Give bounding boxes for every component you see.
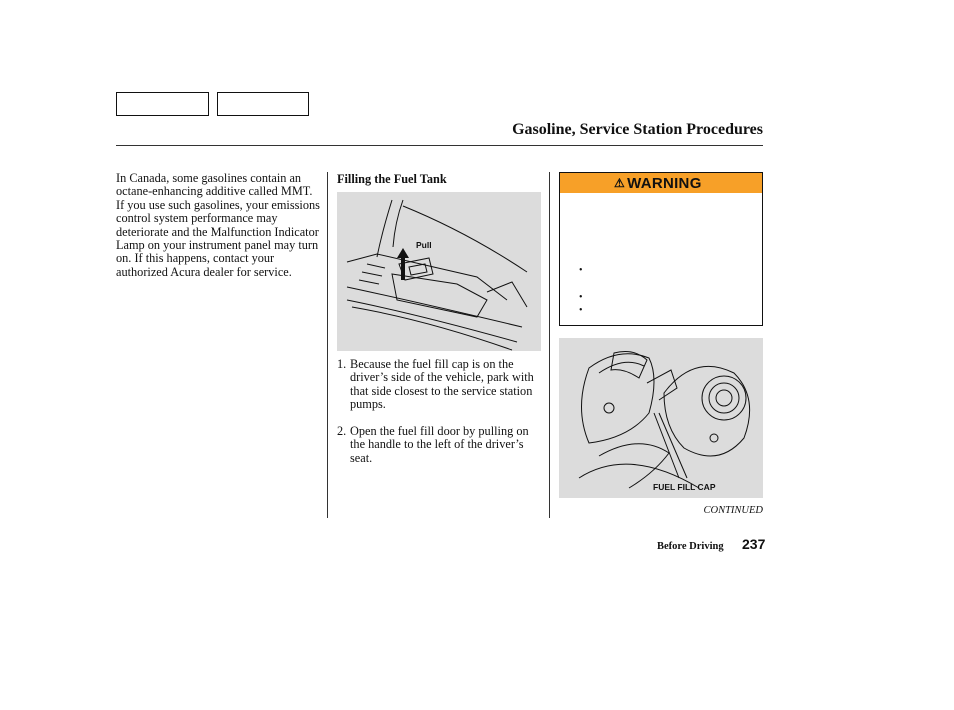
- title-rule: [116, 145, 763, 146]
- step-text: Because the fuel fill cap is on the driver’s side of the vehicle, park with that side closest to the service station pumps.: [350, 357, 534, 412]
- step-number: 1.: [337, 357, 347, 371]
- pull-label: Pull: [416, 240, 432, 250]
- step-number: 2.: [337, 424, 347, 439]
- fuel-door-release-illustration: [337, 192, 541, 351]
- step-1: [337, 358, 542, 412]
- warning-header: [560, 173, 762, 193]
- section-tab-2[interactable]: [217, 92, 309, 116]
- warning-bullet-3: •: [579, 305, 583, 316]
- footer-section-name: Before Driving: [657, 541, 724, 552]
- step-2: [337, 425, 542, 465]
- fuel-cap-drawing: [559, 338, 763, 498]
- column-divider-2: [549, 172, 550, 518]
- warning-label: WARNING: [627, 174, 702, 192]
- page-number: 237: [742, 536, 766, 552]
- warning-box: [559, 172, 763, 326]
- fuel-fill-cap-illustration: [559, 338, 763, 498]
- instruction-steps: [337, 358, 542, 479]
- warning-bullet-1: •: [579, 265, 583, 276]
- column-divider-1: [327, 172, 328, 518]
- section-tab-1[interactable]: [116, 92, 209, 116]
- release-lever-drawing: [337, 192, 541, 351]
- filling-heading: Filling the Fuel Tank: [337, 172, 447, 186]
- warning-bullet-2: •: [579, 292, 583, 303]
- fuel-fill-cap-label: FUEL FILL CAP: [653, 482, 716, 492]
- continued-label: CONTINUED: [703, 505, 763, 516]
- page-title: Gasoline, Service Station Procedures: [512, 121, 763, 138]
- step-text: Open the fuel fill door by pulling on the handle to the left of the driver’s seat.: [350, 424, 529, 465]
- warning-triangle-icon: ⚠: [614, 176, 626, 190]
- mmt-paragraph: In Canada, some gasolines contain an octane-enhancing additive called MMT. If you use such gasolines, your emissions control system performance may deteriorate and the Malfunction Indicator Lamp on your instrument panel may turn on. If this happens, contact your authorized Acura dealer for service.: [116, 171, 320, 279]
